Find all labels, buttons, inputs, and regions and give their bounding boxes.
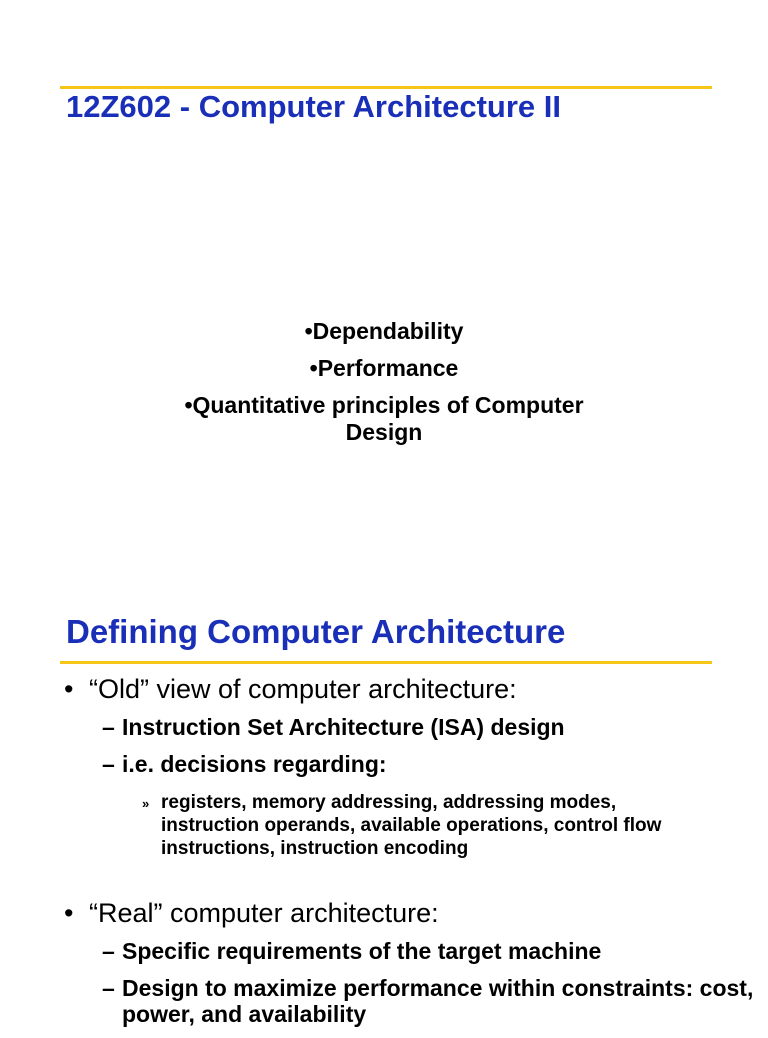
dash-marker: – bbox=[102, 751, 115, 777]
chevron-marker: » bbox=[142, 796, 150, 811]
title-rule bbox=[60, 661, 712, 664]
topic-item: •Dependability bbox=[304, 318, 464, 344]
bullet-text: “Real” computer architecture: bbox=[89, 898, 439, 928]
sub-bullet-text: Specific requirements of the target machine bbox=[122, 938, 602, 964]
topic-item: •Performance bbox=[309, 355, 459, 381]
slide-1-title: 12Z602 - Computer Architecture II bbox=[66, 89, 561, 124]
sub-bullet-text: Design to maximize performance within constraints: cost, power, and availability bbox=[122, 975, 754, 1027]
sub-bullet bbox=[0, 975, 768, 1027]
sub-bullet bbox=[0, 751, 768, 777]
slide-2 bbox=[0, 580, 768, 1027]
topic-item-line: Design bbox=[345, 419, 423, 445]
slide-2-content bbox=[0, 672, 768, 1038]
sub-bullet-text: Instruction Set Architecture (ISA) design bbox=[122, 714, 565, 740]
dash-marker: – bbox=[102, 975, 115, 1001]
bullet-marker: • bbox=[64, 898, 74, 928]
slide-2-title: Defining Computer Architecture bbox=[66, 613, 566, 650]
sub-bullet bbox=[0, 938, 768, 964]
sub-bullet-text: i.e. decisions regarding: bbox=[122, 751, 387, 777]
detail-text: registers, memory addressing, addressing modes, instruction operands, available operations, control flow instructions, instruction encoding bbox=[161, 792, 662, 859]
sub-bullet bbox=[0, 714, 768, 740]
topic-list bbox=[0, 318, 768, 456]
detail-bullet bbox=[0, 791, 768, 860]
bullet-marker: • bbox=[64, 674, 74, 704]
dash-marker: – bbox=[102, 938, 115, 964]
topic-item-line: •Quantitative principles of Computer bbox=[184, 392, 584, 418]
dash-marker: – bbox=[102, 714, 115, 740]
bullet-text: “Old” view of computer architecture: bbox=[89, 674, 517, 704]
bullet-old-view bbox=[0, 672, 768, 706]
bullet-real-view bbox=[0, 896, 768, 930]
topic-item bbox=[0, 392, 768, 446]
